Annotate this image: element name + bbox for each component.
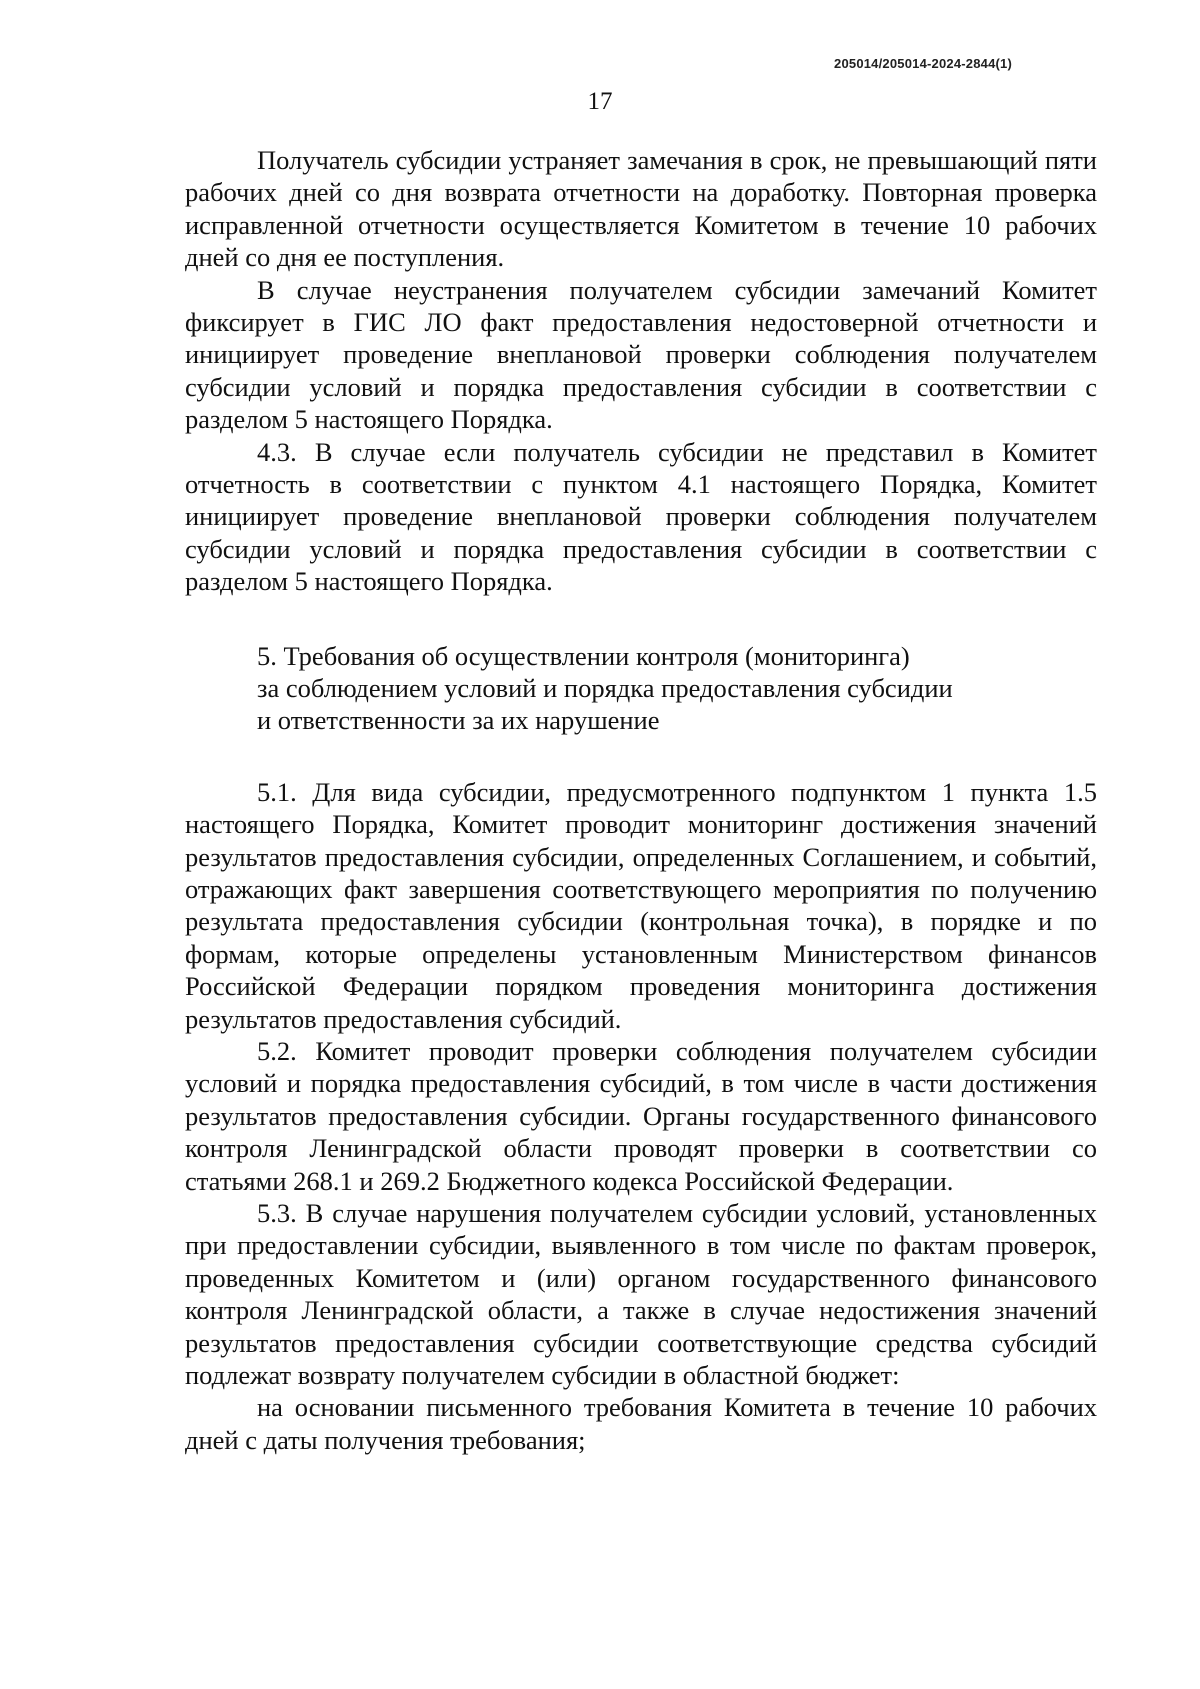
document-id: 205014/205014-2024-2844(1) (834, 56, 1012, 71)
page-number: 17 (587, 88, 613, 115)
paragraph-5-1: 5.1. Для вида субсидии, предусмотренного подпунктом 1 пункта 1.5 настоящего Порядка, Комитет проводит мониторинг достижения значений результатов предоставления субсидии, определенных Соглашением, и событий, отражающих факт завершения соответствующего мероприятия по получению результата предоставления субсидии (контрольная точка), в порядке и по формам, которые определены установленным Министерством финансов Российской Федерации порядком проведения мониторинга достижения результатов предоставления субсидий. (185, 776, 1097, 1034)
paragraph-unremedied-remarks: В случае неустранения получателем субсидии замечаний Комитет фиксирует в ГИС ЛО факт предоставления недостоверной отчетности и инициирует проведение внеплановой проверки соблюдения получателем субсидии условий и порядка предоставления субсидии в соответствии с разделом 5 настоящего Порядка. (185, 274, 1097, 435)
section-5-heading-line-1: 5. Требования об осуществлении контроля (мониторинга) (257, 640, 910, 671)
section-5-heading (185, 640, 1097, 736)
paragraph-4-3: 4.3. В случае если получатель субсидии не представил в Комитет отчетность в соответствии с пунктом 4.1 настоящего Порядка, Комитет инициирует проведение внеплановой проверки соблюдения получателем субсидии условий и порядка предоставления субсидии в соответствии с разделом 5 настоящего Порядка. (185, 436, 1097, 597)
paragraph-5-2: 5.2. Комитет проводит проверки соблюдения получателем субсидии условий и порядка предоставления субсидий, в том числе в части достижения результатов предоставления субсидии. Органы государственного финансового контроля Ленинградской области проводят проверки в соответствии со статьями 268.1 и 269.2 Бюджетного кодекса Российской Федерации. (185, 1035, 1097, 1196)
section-5-heading-line-2: за соблюдением условий и порядка предоставления субсидии (257, 672, 953, 703)
paragraph-written-demand: на основании письменного требования Комитета в течение 10 рабочих дней с даты получения требования; (185, 1392, 1097, 1455)
document-body (185, 144, 1097, 1456)
paragraph-5-3: 5.3. В случае нарушения получателем субсидии условий, установленных при предоставлении субсидии, выявленного в том числе по фактам проверок, проведенных Комитетом и (или) органом государственного финансового контроля Ленинградской области, а также в случае недостижения значений результатов предоставления субсидии соответствующие средства субсидий подлежат возврату получателем субсидии в областной бюджет: (185, 1197, 1097, 1390)
paragraph-corrections: Получатель субсидии устраняет замечания в срок, не превышающий пяти рабочих дней со дня возврата отчетности на доработку. Повторная проверка исправленной отчетности осуществляется Комитетом в течение 10 рабочих дней со дня ее поступления. (185, 145, 1097, 273)
section-5-heading-line-3: и ответственности за их нарушение (257, 704, 660, 735)
